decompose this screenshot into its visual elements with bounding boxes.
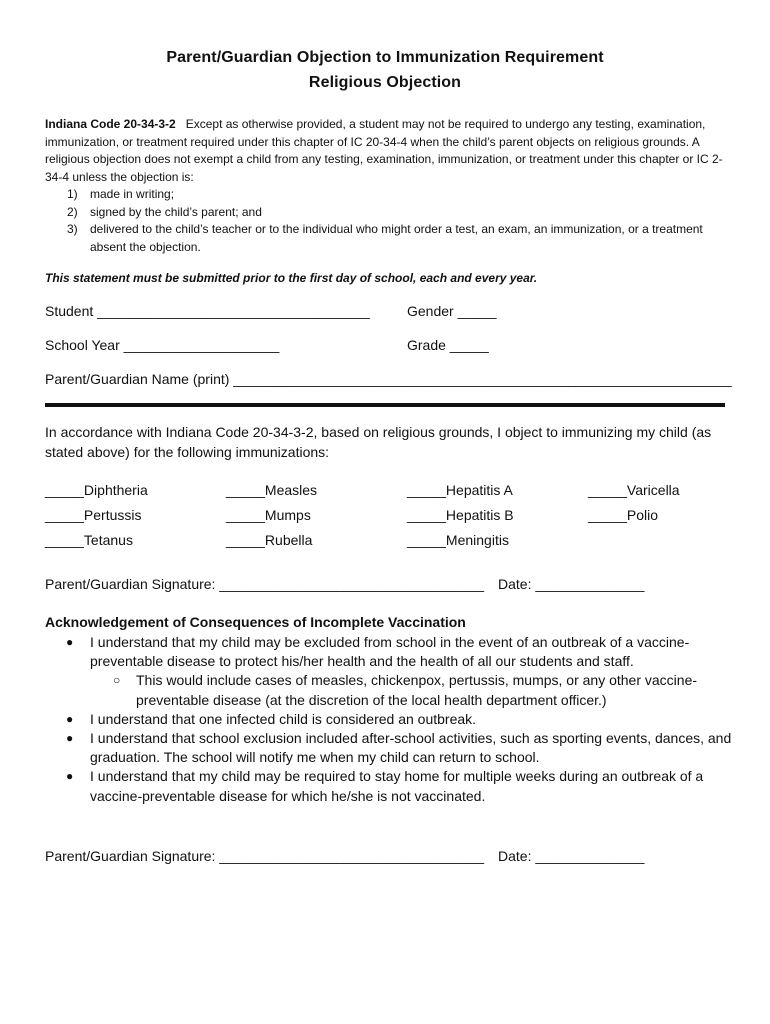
list-subitem: [45, 671, 735, 709]
list-item-text: I understand that one infected child is considered an outbreak.: [90, 710, 477, 727]
conditions-list: [45, 186, 735, 256]
list-item-text: This would include cases of measles, chickenpox, pertussis, mumps, or any other vaccine-preventable disease (at the discretion of the local health department officer.): [136, 672, 698, 708]
submission-note: This statement must be submitted prior to the first day of school, each and every year.: [45, 271, 538, 285]
objection-statement: In accordance with Indiana Code 20-34-3-2, based on religious grounds, I object to immunizing my child (as stated above) for the following immunizations:: [45, 424, 712, 460]
immunization-pertussis[interactable]: _____Pertussis: [45, 507, 142, 523]
list-item: [45, 633, 735, 671]
immunization-hepatitis-b[interactable]: _____Hepatitis B: [407, 507, 514, 523]
immunization-diphtheria[interactable]: _____Diphtheria: [45, 482, 148, 498]
parent-name-field[interactable]: Parent/Guardian Name (print) ________________________________________________________________: [45, 371, 732, 387]
intro-paragraph: [45, 116, 735, 186]
acknowledgement-heading: Acknowledgement of Consequences of Incomplete Vaccination: [45, 614, 466, 630]
section-divider: [45, 403, 725, 407]
date-field[interactable]: Date: ______________: [498, 576, 645, 592]
condition-number: 1): [67, 187, 78, 201]
immunization-measles[interactable]: _____Measles: [226, 482, 318, 498]
list-item: [45, 710, 735, 729]
list-item-text: I understand that my child may be excluded from school in the event of an outbreak of a vaccine-preventable disease to protect his/her health and the health of all our students and staff.: [90, 634, 690, 670]
grade-field[interactable]: Grade _____: [407, 337, 489, 353]
bullet-icon: ●: [66, 769, 74, 784]
date-field[interactable]: Date: ______________: [498, 848, 645, 864]
signature-field[interactable]: Parent/Guardian Signature: __________________________________: [45, 848, 485, 864]
gender-field[interactable]: Gender _____: [407, 303, 497, 319]
bullet-icon: ●: [66, 635, 74, 649]
intro-code: Indiana Code 20-34-3-2: [45, 117, 176, 131]
immunization-hepatitis-a[interactable]: _____Hepatitis A: [407, 482, 513, 498]
list-item-text: I understand that my child may be required to stay home for multiple weeks during an outbreak of a vaccine-preventable disease for which he/she is not vaccinated.: [90, 768, 704, 804]
signature-field[interactable]: Parent/Guardian Signature: __________________________________: [45, 576, 485, 592]
list-item: [45, 767, 735, 805]
condition-text: delivered to the child’s teacher or to the individual who might order a test, an exam, an immunization, or a treatment absent the objection.: [90, 222, 703, 254]
immunization-mumps[interactable]: _____Mumps: [226, 507, 311, 523]
condition-number: 3): [67, 222, 78, 236]
condition-number: 2): [67, 204, 78, 219]
intro-text: Except as otherwise provided, a student may not be required to undergo any testing, examination, immunization, or treatment required under this chapter of IC 20-34-4 when the child’s parent objects on religious grounds. A religious objection does not exempt a child from any testing, examination, immunization, or treatment under this chapter or IC 2-34-4 unless the objection is:: [45, 117, 723, 184]
condition-text: made in writing;: [90, 187, 175, 201]
intro-section: [45, 116, 735, 256]
circle-bullet-icon: ○: [113, 673, 121, 688]
school-year-field[interactable]: School Year ____________________: [45, 337, 280, 353]
list-item-text: I understand that school exclusion included after-school activities, such as sporting events, dances, and graduation. The school will notify me when my child can return to school.: [90, 730, 732, 766]
list-item: [45, 729, 735, 767]
bullet-icon: ●: [66, 731, 74, 746]
condition-item: [45, 221, 735, 256]
condition-item: [45, 186, 735, 204]
immunization-varicella[interactable]: _____Varicella: [588, 482, 680, 498]
condition-item: [45, 204, 735, 222]
acknowledgement-list: [45, 633, 735, 806]
form-subtitle: Religious Objection: [308, 74, 462, 91]
immunization-meningitis[interactable]: _____Meningitis: [407, 532, 509, 548]
immunization-polio[interactable]: _____Polio: [588, 507, 659, 523]
form-title: Parent/Guardian Objection to Immunization Requirement: [166, 49, 604, 66]
immunization-rubella[interactable]: _____Rubella: [226, 532, 313, 548]
condition-text: signed by the child’s parent; and: [90, 204, 262, 219]
bullet-icon: ●: [66, 711, 74, 726]
immunization-tetanus[interactable]: _____Tetanus: [45, 532, 133, 548]
student-field[interactable]: Student ___________________________________: [45, 303, 370, 319]
